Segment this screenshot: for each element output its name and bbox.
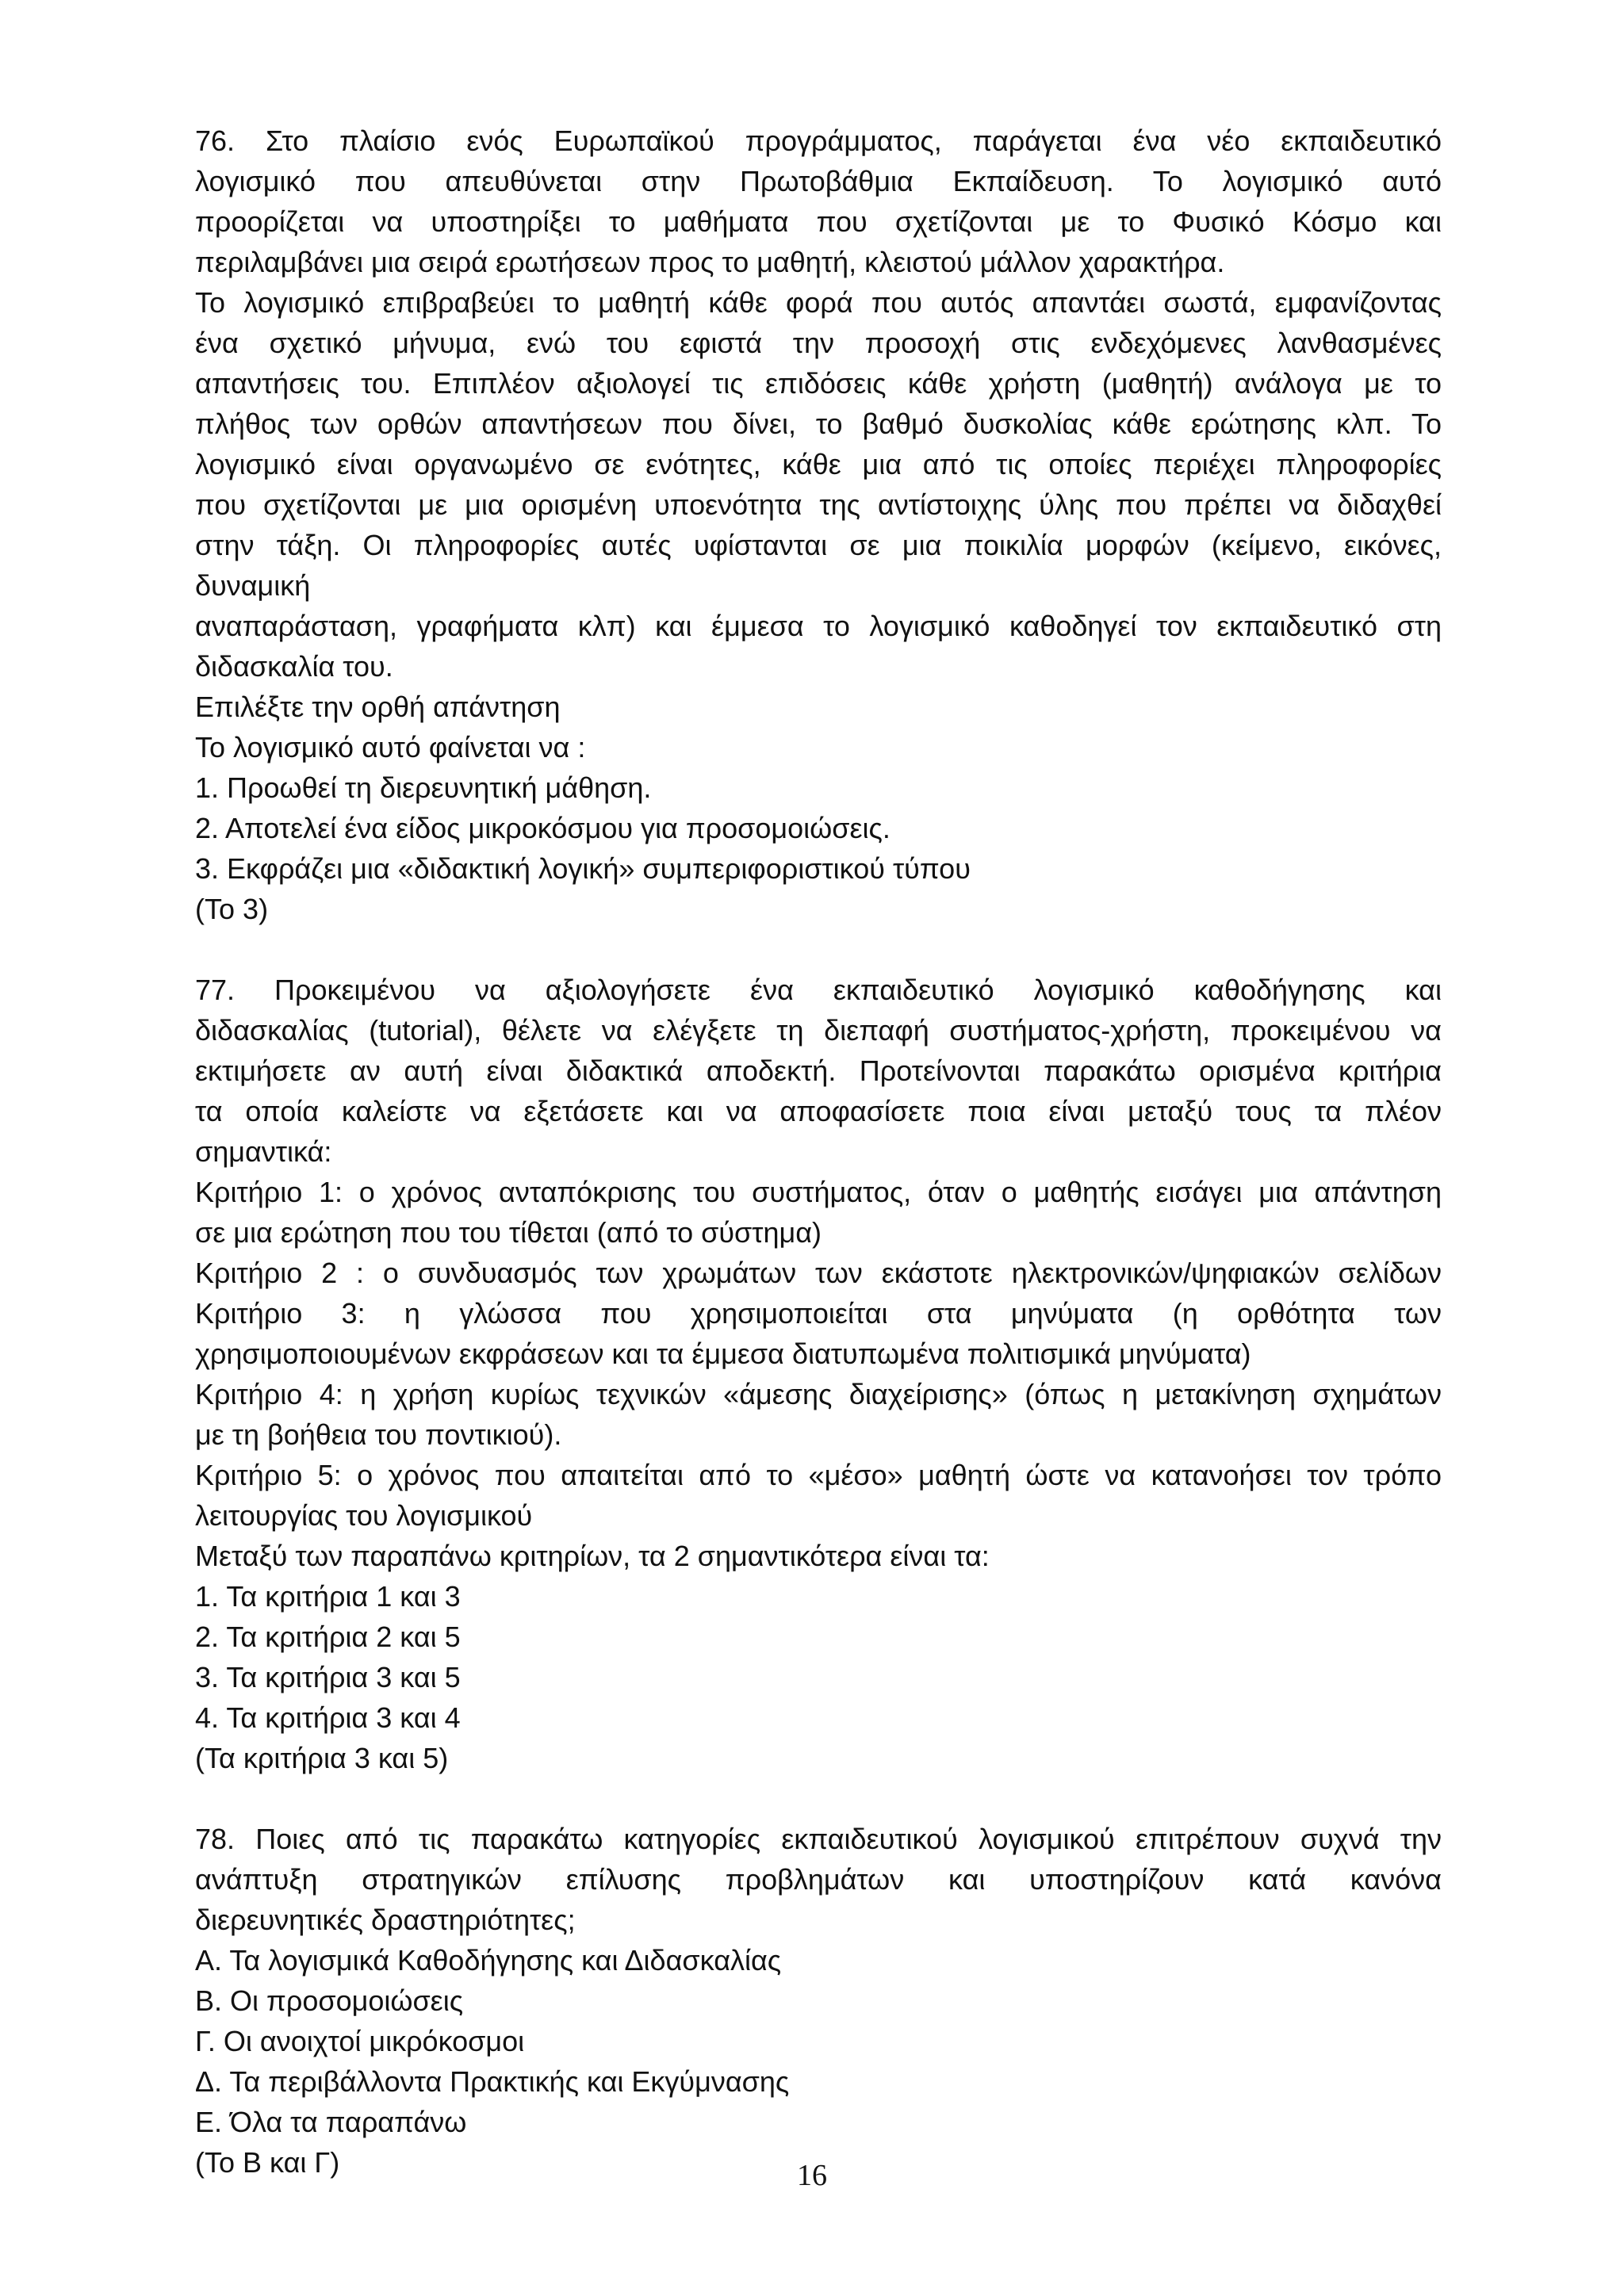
text-line: διδασκαλία του. xyxy=(195,650,393,683)
text-line: λειτουργίας του λογισμικού xyxy=(195,1499,533,1532)
text-line: Κριτήριο 1: ο χρόνος ανταπόκρισης του συστήματος, όταν ο μαθητής εισάγει μια απάντηση xyxy=(195,1176,1442,1208)
text-line: τα οποία καλείστε να εξετάσετε και να αποφασίσετε ποια είναι μεταξύ τους τα πλέον xyxy=(195,1095,1442,1127)
text-line: διδασκαλίας (tutorial), θέλετε να ελέγξετε τη διεπαφή συστήματος-χρήστη, προκειμένου να xyxy=(195,1014,1442,1047)
text-line: 2. Αποτελεί ένα είδος μικροκόσμου για προσομοιώσεις. xyxy=(195,812,891,844)
text-line: 77. Προκειμένου να αξιολογήσετε ένα εκπαιδευτικό λογισμικό καθοδήγησης και xyxy=(195,974,1442,1006)
question-76 xyxy=(195,121,1442,929)
text-line: Μεταξύ των παραπάνω κριτηρίων, τα 2 σημαντικότερα είναι τα: xyxy=(195,1540,990,1572)
text-line: 2. Τα κριτήρια 2 και 5 xyxy=(195,1621,461,1653)
text-line: Γ. Οι ανοιχτοί μικρόκοσμοι xyxy=(195,2025,525,2057)
text-line: Κριτήριο 2 : ο συνδυασμός των χρωμάτων των εκάστοτε ηλεκτρονικών/ψηφιακών σελίδων xyxy=(195,1257,1442,1289)
text-line: ένα σχετικό μήνυμα, ενώ του εφιστά την προσοχή στις ενδεχόμενες λανθασμένες xyxy=(195,327,1442,359)
text-line: Δ. Τα περιβάλλοντα Πρακτικής και Εκγύμνασης xyxy=(195,2065,790,2098)
text-line: διερευνητικές δραστηριότητες; xyxy=(195,1904,576,1936)
text-line: 1. Τα κριτήρια 1 και 3 xyxy=(195,1580,461,1613)
page-number: 16 xyxy=(797,2159,827,2192)
text-line: στην τάξη. Οι πληροφορίες αυτές υφίστανται σε μια ποικιλία μορφών (κείμενο, εικόνες, xyxy=(195,529,1442,561)
text-line: περιλαμβάνει μια σειρά ερωτήσεων προς το μαθητή, κλειστού μάλλον χαρακτήρα. xyxy=(195,246,1225,278)
text-line: (Το 3) xyxy=(195,893,269,925)
text-line: 1. Προωθεί τη διερευνητική μάθηση. xyxy=(195,771,652,804)
text-line: σε μια ερώτηση που του τίθεται (από το σύστημα) xyxy=(195,1216,822,1249)
text-line: λογισμικό είναι οργανωμένο σε ενότητες, κάθε μια από τις οποίες περιέχει πληροφορίες xyxy=(195,448,1442,480)
text-line: χρησιμοποιουμένων εκφράσεων και τα έμμεσα διατυπωμένα πολιτισμικά μηνύματα) xyxy=(195,1337,1251,1370)
text-line: δυναμική xyxy=(195,569,311,602)
text-line: 4. Τα κριτήρια 3 και 4 xyxy=(195,1701,461,1734)
text-line: Κριτήριο 3: η γλώσσα που χρησιμοποιείται στα μηνύματα (η ορθότητα των xyxy=(195,1297,1442,1330)
text-line: που σχετίζονται με μια ορισμένη υποενότητα της αντίστοιχης ύλης που πρέπει να διδαχθεί xyxy=(195,488,1442,521)
text-line: (Τα κριτήρια 3 και 5) xyxy=(195,1742,449,1774)
text-line: Β. Οι προσομοιώσεις xyxy=(195,1984,464,2017)
text-line: λογισμικό που απευθύνεται στην Πρωτοβάθμια Εκπαίδευση. Το λογισμικό αυτό xyxy=(195,165,1442,197)
text-line: 78. Ποιες από τις παρακάτω κατηγορίες εκπαιδευτικού λογισμικού επιτρέπουν συχνά την xyxy=(195,1823,1442,1855)
text-line: Το λογισμικό επιβραβεύει το μαθητή κάθε φορά που αυτός απαντάει σωστά, εμφανίζοντας xyxy=(195,286,1442,319)
text-line: με τη βοήθεια του ποντικιού). xyxy=(195,1418,562,1451)
text-line: εκτιμήσετε αν αυτή είναι διδακτικά αποδεκτή. Προτείνονται παρακάτω ορισμένα κριτήρια xyxy=(195,1054,1442,1087)
text-line: 3. Τα κριτήρια 3 και 5 xyxy=(195,1661,461,1693)
question-78 xyxy=(195,1819,1442,2183)
text-line: πλήθος των ορθών απαντήσεων που δίνει, το βαθμό δυσκολίας κάθε ερώτησης κλπ. Το xyxy=(195,408,1442,440)
text-line: αναπαράσταση, γραφήματα κλπ) και έμμεσα το λογισμικό καθοδηγεί τον εκπαιδευτικό στη xyxy=(195,610,1442,642)
question-77 xyxy=(195,970,1442,1778)
text-line: (Το Β και Γ) xyxy=(195,2146,340,2179)
text-line: 3. Εκφράζει μια «διδακτική λογική» συμπεριφοριστικού τύπου xyxy=(195,852,971,885)
text-line: Κριτήριο 5: ο χρόνος που απαιτείται από το «μέσο» μαθητή ώστε να κατανοήσει τον τρόπο xyxy=(195,1459,1442,1491)
text-line: Α. Τα λογισμικά Καθοδήγησης και Διδασκαλίας xyxy=(195,1944,782,1976)
text-line: Το λογισμικό αυτό φαίνεται να : xyxy=(195,731,586,763)
text-line: 76. Στο πλαίσιο ενός Ευρωπαϊκού προγράμματος, παράγεται ένα νέο εκπαιδευτικό xyxy=(195,124,1442,157)
text-line: σημαντικά: xyxy=(195,1135,332,1168)
text-line: Κριτήριο 4: η χρήση κυρίως τεχνικών «άμεσης διαχείρισης» (όπως η μετακίνηση σχημάτων xyxy=(195,1378,1442,1410)
text-line: προορίζεται να υποστηρίξει το μαθήματα που σχετίζονται με το Φυσικό Κόσμο και xyxy=(195,205,1442,238)
document-body xyxy=(195,121,1442,2183)
text-line: ανάπτυξη στρατηγικών επίλυσης προβλημάτων και υποστηρίζουν κατά κανόνα xyxy=(195,1863,1442,1896)
text-line: απαντήσεις του. Επιπλέον αξιολογεί τις επιδόσεις κάθε χρήστη (μαθητή) ανάλογα με το xyxy=(195,367,1442,400)
text-line: Ε. Όλα τα παραπάνω xyxy=(195,2106,467,2138)
text-line: Επιλέξτε την ορθή απάντηση xyxy=(195,691,561,723)
